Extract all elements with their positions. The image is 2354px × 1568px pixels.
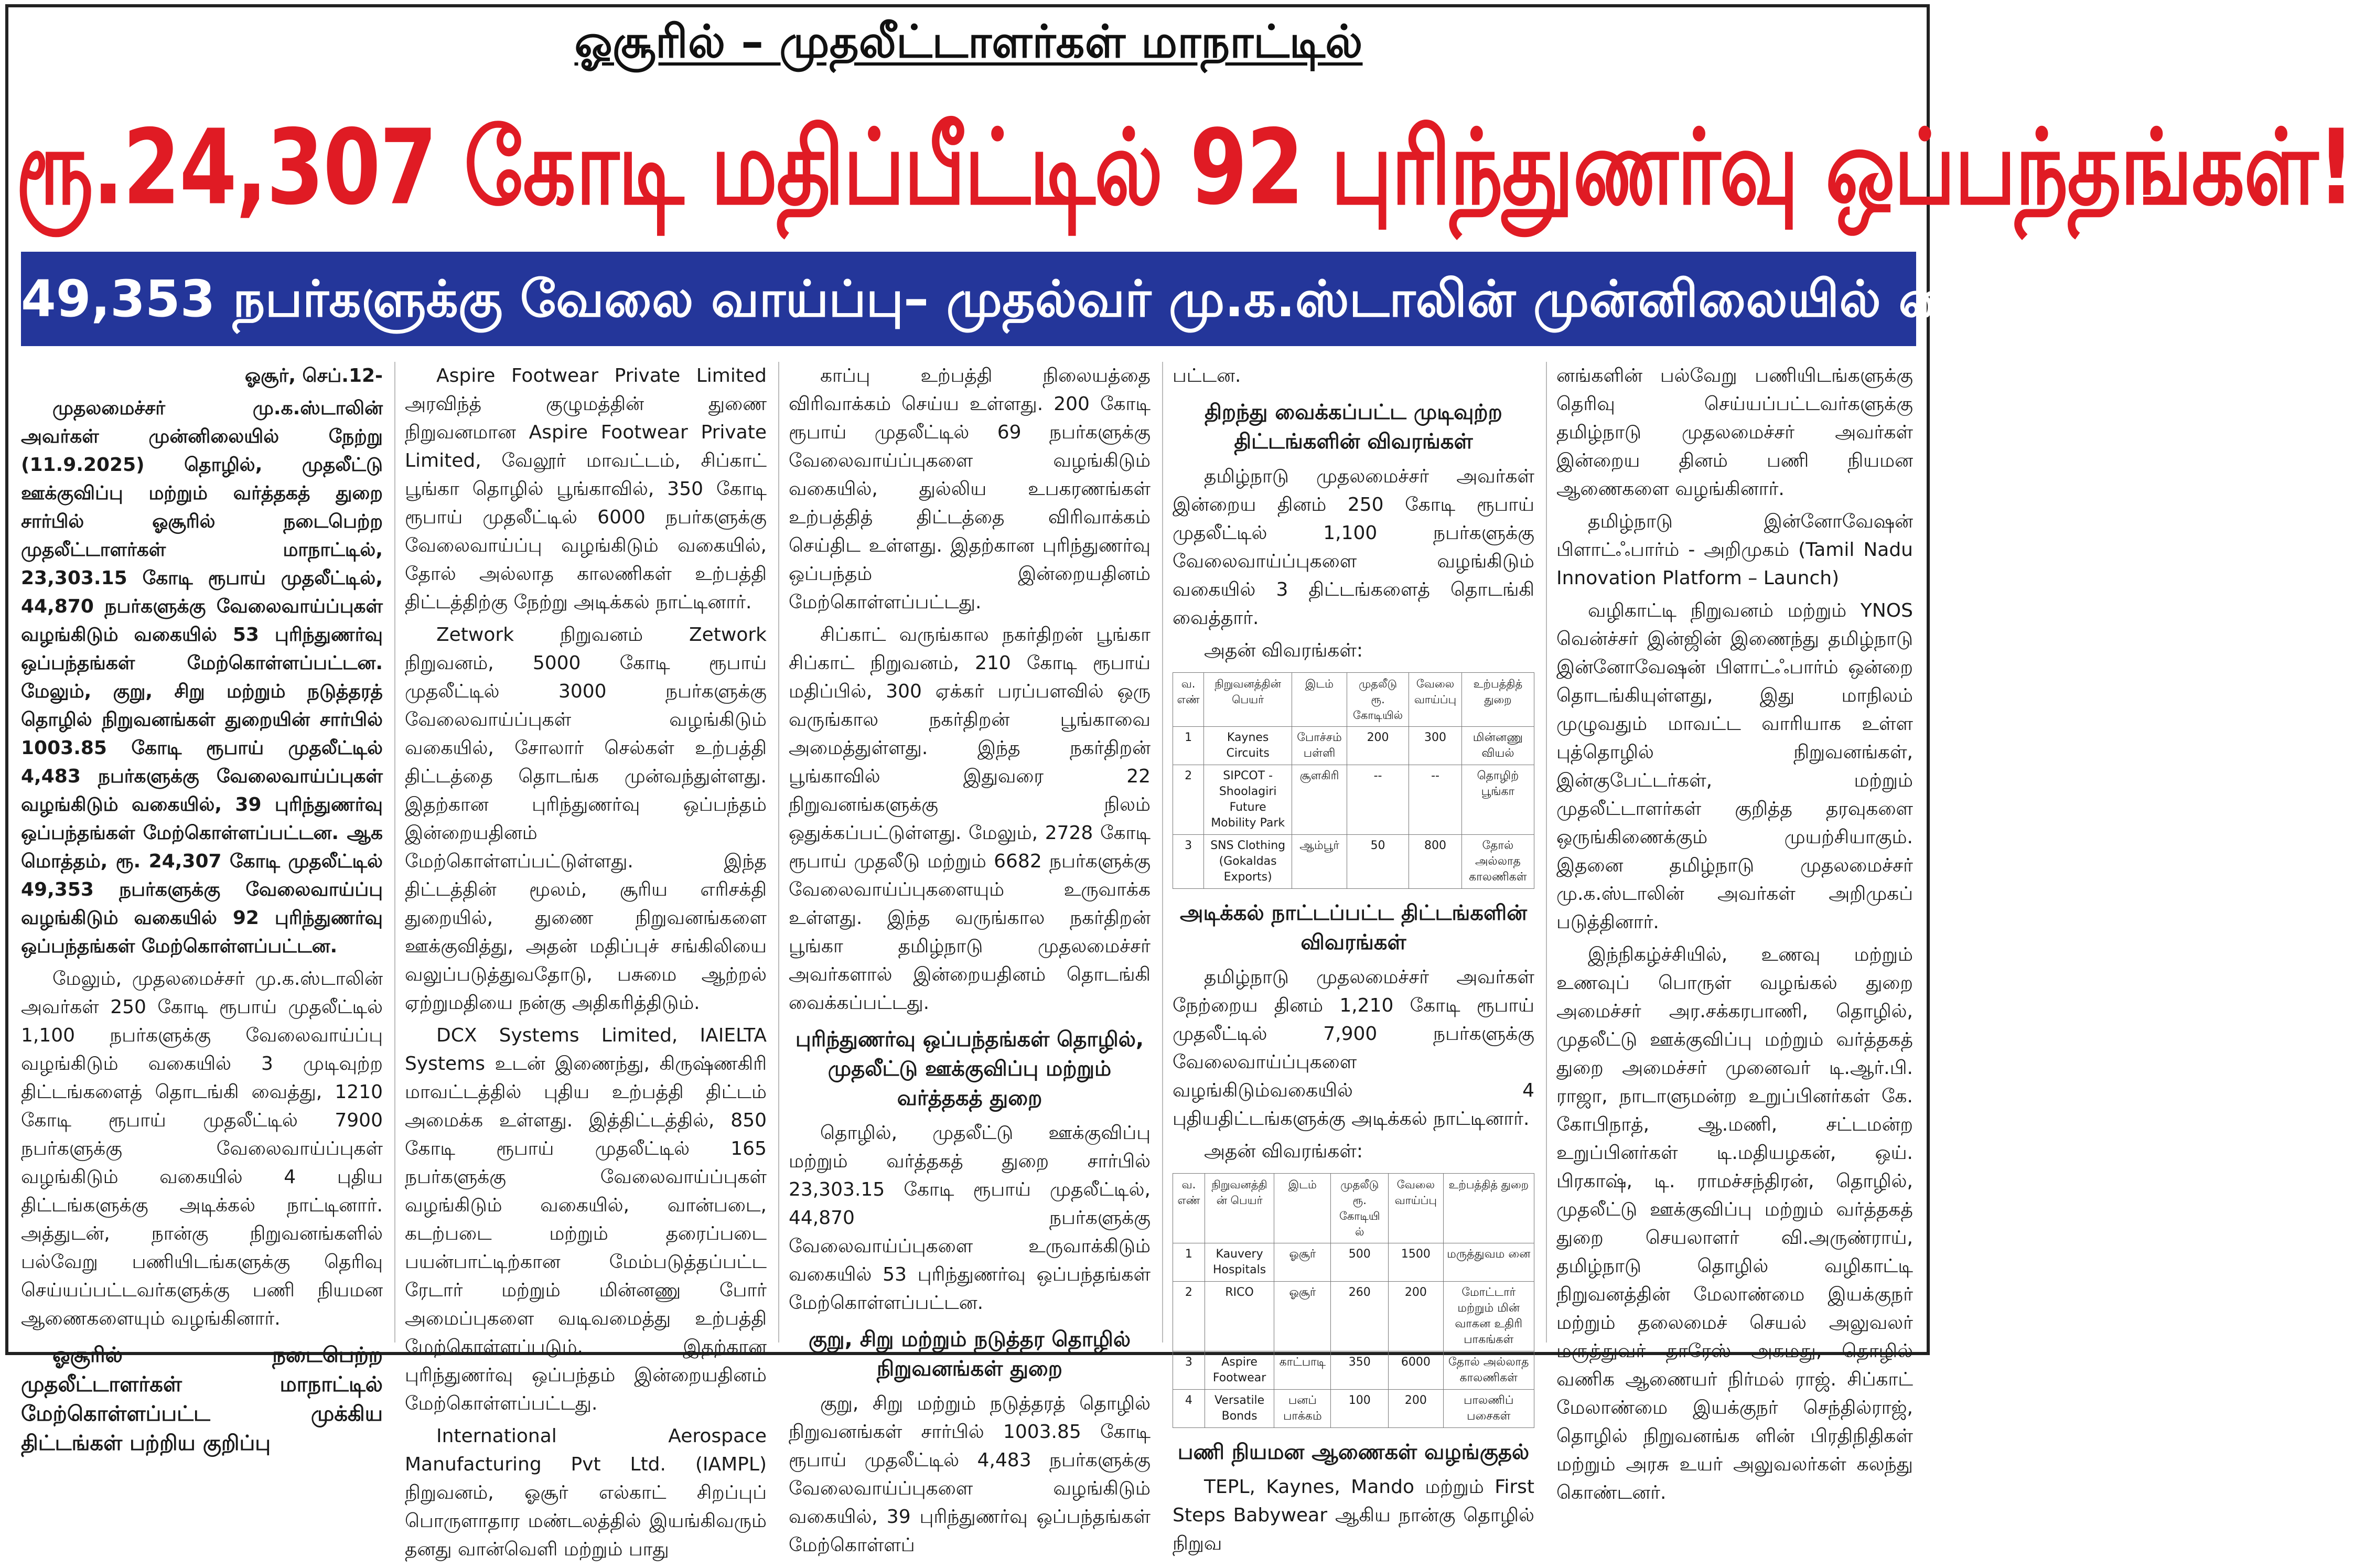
- table-cell: 2: [1173, 1282, 1205, 1351]
- table-cell: ஓசூர்: [1274, 1243, 1331, 1282]
- header-cell: வேலை வாய்ப்பு: [1389, 1174, 1443, 1243]
- table-cell: 1500: [1389, 1243, 1443, 1282]
- paragraph: Zetwork நிறுவனம் Zetwork நிறுவனம், 5000 கோடி ரூபாய் முதலீட்டில் 3000 நபர்களுக்கு வேலைவாய்ப்புகள் வழங்கிடும் வகையில், சோலார் செல்கள் உற்பத்தி திட்டத்தை தொடங்க முன்வந்துள்ளது. இதற்கான புரிந்துணர்வு ஒப்பந்தம் இன்றையதினம் மேற்கொள்ளப்பட்டுள்ளது. இந்த திட்டத்தின் மூலம், சூரிய எரிசக்தி துறையில், துணை நிறுவனங்களை ஊக்குவித்து, அதன் மதிப்புச் சங்கிலியை வலுப்படுத்துவதோடு, பசுமை ஆற்றல் ஏற்றுமதியை நன்கு அதிகரித்திடும்.: [405, 624, 767, 1014]
- table-cell: 800: [1409, 835, 1462, 889]
- table-row: [1173, 765, 1534, 835]
- table-header-row: [1173, 1174, 1534, 1243]
- table-cell: காட்பாடி: [1274, 1351, 1331, 1390]
- table-row: [1173, 727, 1534, 765]
- table-row: [1173, 835, 1534, 889]
- header-cell: இடம்: [1292, 673, 1347, 727]
- paragraph: DCX Systems Limited, IAIELTA Systems உடன் இணைந்து, கிருஷ்ணகிரி மாவட்டத்தில் புதிய உற்பத்தி திட்டம் அமைக்க உள்ளது. இத்திட்டத்தில், 850 கோடி ரூபாய் முதலீட்டில் 165 நபர்களுக்கு வேலைவாய்ப்புகள் வழங்கிடும் வகையில், வான்படை, கடற்படை மற்றும் தரைப்படை பயன்பாட்டிற்கான மேம்படுத்தப்பட்ட ரேடார் மற்றும் மின்னணு போர் அமைப்புகளை வடிவமைத்து உற்பத்தி மேற்கொள்ளப்படும். இதற்கான புரிந்துணர்வு ஒப்பந்தம் இன்றையதினம் மேற்கொள்ளப்பட்டது.: [405, 1025, 767, 1414]
- paragraph: குறு, சிறு மற்றும் நடுத்தரத் தொழில் நிறுவனங்கள் சார்பில் 1003.85 கோடி ரூபாய் முதலீட்டில் 4,483 நபர்களுக்கு வேலைவாய்ப்புகளை வழங்கிடும் வகையில், 39 புரிந்துணர்வு ஒப்பந்தங்கள் மேற்கொள்ளப்: [789, 1393, 1151, 1556]
- table-cell: போச்சம் பள்ளி: [1292, 727, 1347, 765]
- column-1: [21, 362, 383, 1464]
- table-cell: மருத்துவம னை: [1443, 1243, 1534, 1282]
- completed-projects-table: [1173, 672, 1534, 889]
- table-cell: 200: [1347, 727, 1409, 765]
- table-cell: 2: [1173, 765, 1204, 835]
- table-caption: அதன் விவரங்கள்:: [1204, 640, 1363, 661]
- table-cell: 4: [1173, 1390, 1205, 1428]
- table-cell: Kauvery Hospitals: [1205, 1243, 1274, 1282]
- column-divider: [778, 362, 779, 1343]
- table-cell: ஓசூர்: [1274, 1282, 1331, 1351]
- header-cell: வ. எண்: [1173, 673, 1204, 727]
- section-heading: அடிக்கல் நாட்டப்பட்ட திட்டங்களின் விவரங்கள்: [1179, 901, 1528, 954]
- table-cell: 3: [1173, 835, 1204, 889]
- paragraph: தமிழ்நாடு இன்னோவேஷன் பிளாட்ஃபார்ம் - அறிமுகம் (Tamil Nadu Innovation Platform – Launch): [1556, 511, 1913, 589]
- paragraph: தமிழ்நாடு முதலமைச்சர் அவர்கள் நேற்றைய தினம் 1,210 கோடி ரூபாய் முதலீட்டில் 7,900 நபர்களுக்கு வேலைவாய்ப்புகளை வழங்கிடும்வகையில் 4 புதியதிட்டங்களுக்கு அடிக்கல் நாட்டினார்.: [1173, 966, 1534, 1130]
- table-cell: ஆம்பூர்: [1292, 835, 1347, 889]
- table-cell: பனப் பாக்கம்: [1274, 1390, 1331, 1428]
- table-cell: Kaynes Circuits: [1204, 727, 1292, 765]
- table-row: [1173, 1282, 1534, 1351]
- column-3: [789, 362, 1151, 1564]
- table-cell: 500: [1331, 1243, 1389, 1282]
- table-cell: 350: [1331, 1351, 1389, 1390]
- column-5: [1556, 362, 1913, 1511]
- column-divider: [1162, 362, 1163, 1343]
- foundation-projects-table: [1173, 1173, 1534, 1428]
- header-cell: வ. எண்: [1173, 1174, 1205, 1243]
- table-cell: RICO: [1205, 1282, 1274, 1351]
- table-cell: SNS Clothing (Gokaldas Exports): [1204, 835, 1292, 889]
- section-heading: குறு, சிறு மற்றும் நடுத்தர தொழில் நிறுவனங்கள் துறை: [808, 1327, 1131, 1381]
- header-cell: உற்பத்தித் துறை: [1461, 673, 1534, 727]
- table-cell: 100: [1331, 1390, 1389, 1428]
- paragraph: மேலும், முதலமைச்சர் மு.க.ஸ்டாலின் அவர்கள் 250 கோடி ரூபாய் முதலீட்டில் 1,100 நபர்களுக்கு வேலைவாய்ப்பு வழங்கிடும் வகையில் 3 முடிவுற்ற திட்டங்களைத் தொடங்கி வைத்து, 1210 கோடி ரூபாய் முதலீட்டில் 7900 நபர்களுக்கு வேலைவாய்ப்புகள் வழங்கிடும் வகையில் 4 புதிய திட்டங்களுக்கு அடிக்கல் நாட்டினார். அத்துடன், நான்கு நிறுவனங்களில் பல்வேறு பணியிடங்களுக்கு தெரிவு செய்யப்பட்டவர்களுக்கு பணி நியமன ஆணைகளையும் வழங்கினார்.: [21, 968, 383, 1329]
- table-cell: பாலணிப் பசைகள்: [1443, 1390, 1534, 1428]
- table-cell: மோட்டார் மற்றும் மின் வாகன உதிரி பாகங்கள்: [1443, 1282, 1534, 1351]
- table-cell: 1: [1173, 1243, 1205, 1282]
- table-cell: 50: [1347, 835, 1409, 889]
- lead-paragraph: முதலமைச்சர் மு.க.ஸ்டாலின் அவர்கள் முன்னிலையில் நேற்று (11.9.2025) தொழில், முதலீட்டு ஊக்குவிப்பு மற்றும் வர்த்தகத் துறை சார்பில் ஓசூரில் நடைபெற்ற முதலீட்டாளர்கள் மாநாட்டில், 23,303.15 கோடி ரூபாய் முதலீட்டில், 44,870 நபர்களுக்கு வேலைவாய்ப்புகள் வழங்கிடும் வகையில் 53 புரிந்துணர்வு ஒப்பந்தங்கள் மேற்கொள்ளப்பட்டன. மேலும், குறு, சிறு மற்றும் நடுத்தரத் தொழில் நிறுவனங்கள் துறையின் சார்பில் 1003.85 கோடி ரூபாய் முதலீட்டில் 4,483 நபர்களுக்கு வேலைவாய்ப்புகள் வழங்கிடும் வகையில், 39 புரிந்துணர்வு ஒப்பந்தங்கள் மேற்கொள்ளப்பட்டன. ஆக மொத்தம், ரூ. 24,307 கோடி முதலீட்டில் 49,353 நபர்களுக்கு வேலைவாய்ப்பு வழங்கிடும் வகையில் 92 புரிந்துணர்வு ஒப்பந்தங்கள் மேற்கொள்ளப்பட்டன.: [21, 398, 383, 957]
- table-row: [1173, 1243, 1534, 1282]
- table-cell: 6000: [1389, 1351, 1443, 1390]
- table-cell: 1: [1173, 727, 1204, 765]
- paragraph: சிப்காட் வருங்கால நகர்திறன் பூங்கா சிப்காட் நிறுவனம், 210 கோடி ரூபாய் மதிப்பில், 300 ஏக்கர் பரப்பளவில் ஒரு வருங்கால நகர்திறன் பூங்காவை அமைத்துள்ளது. இந்த நகர்திறன் பூங்காவில் இதுவரை 22 நிறுவனங்களுக்கு நிலம் ஒதுக்கப்பட்டுள்ளது. மேலும், 2728 கோடி ரூபாய் முதலீடு மற்றும் 6682 நபர்களுக்கு வேலைவாய்ப்புகளையும் உருவாக்க உள்ளது. இந்த வருங்கால நகர்திறன் பூங்கா தமிழ்நாடு முதலமைச்சர் அவர்களால் இன்றையதினம் தொடங்கி வைக்கப்பட்டது.: [789, 624, 1151, 1014]
- table-cell: Versatile Bonds: [1205, 1390, 1274, 1428]
- section-heading: புரிந்துணர்வு ஒப்பந்தங்கள் தொழில், முதலீட்டு ஊக்குவிப்பு மற்றும் வர்த்தகத் துறை: [795, 1027, 1144, 1110]
- table-cell: தோல் அல்லாத காலணிகள்: [1461, 835, 1534, 889]
- table-caption: அதன் விவரங்கள்:: [1204, 1141, 1363, 1162]
- table-header-row: [1173, 673, 1534, 727]
- table-cell: 260: [1331, 1282, 1389, 1351]
- paragraph: TEPL, Kaynes, Mando மற்றும் First Steps Babywear ஆகிய நான்கு தொழில் நிறுவ: [1173, 1476, 1534, 1554]
- header-cell: நிறுவனத்தின் பெயர்: [1204, 673, 1292, 727]
- section-heading: பணி நியமன ஆணைகள் வழங்குதல்: [1177, 1440, 1530, 1464]
- paragraph: தமிழ்நாடு முதலமைச்சர் அவர்கள் இன்றைய தினம் 250 கோடி ரூபாய் முதலீட்டில் 1,100 நபர்களுக்கு வேலைவாய்ப்புகளை வழங்கிடும் வகையில் 3 திட்டங்களைத் தொடங்கி வைத்தார்.: [1173, 466, 1534, 629]
- table-cell: 3: [1173, 1351, 1205, 1390]
- paragraph: Aspire Footwear Private Limited அரவிந்த் குழுமத்தின் துணை நிறுவனமான Aspire Footwear Private Limited, வேலூர் மாவட்டம், சிப்காட் பூங்கா தொழில் பூங்காவில், 350 கோடி ரூபாய் முதலீட்டில் 6000 நபர்களுக்கு வேலைவாய்ப்பு வழங்கிடும் வகையில், தோல் அல்லாத காலணிகள் உற்பத்தி திட்டத்திற்கு நேற்று அடிக்கல் நாட்டினார்.: [405, 365, 767, 613]
- header-cell: முதலீடு ரூ. கோடியில்: [1347, 673, 1409, 727]
- table-cell: 200: [1389, 1390, 1443, 1428]
- table-cell: 200: [1389, 1282, 1443, 1351]
- paragraph: International Aerospace Manufacturing Pvt Ltd. (IAMPL) நிறுவனம், ஓசூர் எல்காட் சிறப்புப் பொருளாதார மண்டலத்தில் இயங்கிவரும் தனது வான்வெளி மற்றும் பாது: [405, 1425, 767, 1560]
- table-cell: தோல் அல்லாத காலணிகள்: [1443, 1351, 1534, 1390]
- column-4: [1173, 362, 1534, 1562]
- table-cell: மின்னணு வியல்: [1461, 727, 1534, 765]
- paragraph: தொழில், முதலீட்டு ஊக்குவிப்பு மற்றும் வர்த்தகத் துறை சார்பில் 23,303.15 கோடி ரூபாய் முதலீட்டில், 44,870 நபர்களுக்கு வேலைவாய்ப்புகளை உருவாக்கிடும் வகையில் 53 புரிந்துணர்வு ஒப்பந்தங்கள் மேற்கொள்ளப்பட்டன.: [789, 1122, 1151, 1314]
- paragraph: னங்களின் பல்வேறு பணியிடங்களுக்கு தெரிவு செய்யப்பட்டவர்களுக்கு தமிழ்நாடு முதலமைச்சர் அவர்கள் இன்றைய தினம் பணி நியமன ஆணைகளை வழங்கினார்.: [1556, 365, 1913, 500]
- table-cell: --: [1409, 765, 1462, 835]
- table-cell: SIPCOT - Shoolagiri Future Mobility Park: [1204, 765, 1292, 835]
- paragraph: வழிகாட்டி நிறுவனம் மற்றும் YNOS வென்ச்சர் இன்ஜின் இணைந்து தமிழ்நாடு இன்னோவேஷன் பிளாட்ஃபார்ம் ஒன்றை தொடங்கியுள்ளது, இது மாநிலம் முழுவதும் மாவட்ட வாரியாக உள்ள புத்தொழில் நிறுவனங்கள், இன்குபேட்டர்கள், மற்றும் முதலீட்டாளர்கள் குறித்த தரவுகளை ஒருங்கிணைக்கும் முயற்சியாகும். இதனை தமிழ்நாடு முதலமைச்சர் மு.க.ஸ்டாலின் அவர்கள் அறிமுகப் படுத்தினார்.: [1556, 600, 1913, 933]
- kicker-heading: ஓசூரில் – முதலீட்டாளர்கள் மாநாட்டில்: [574, 16, 1363, 68]
- table-cell: 300: [1409, 727, 1462, 765]
- table-cell: சூளகிரி: [1292, 765, 1347, 835]
- main-headline: ரூ.24,307 கோடி மதிப்பீட்டில் 92 புரிந்துணர்வு ஒப்பந்தங்கள்!: [16, 108, 2354, 228]
- subheadline-banner: 49,353 நபர்களுக்கு வேலை வாய்ப்பு– முதல்வர் மு.க.ஸ்டாலின் முன்னிலையில் கையெழுத்து!: [21, 252, 1916, 346]
- header-cell: உற்பத்தித் துறை: [1443, 1174, 1534, 1243]
- table-cell: --: [1347, 765, 1409, 835]
- header-cell: இடம்: [1274, 1174, 1331, 1243]
- section-heading: ஓசூரில் நடைபெற்ற முதலீட்டாளர்கள் மாநாட்டில் மேற்கொள்ளப்பட்ட முக்கிய திட்டங்கள் பற்றிய குறிப்பு: [21, 1343, 383, 1455]
- column-divider: [394, 362, 395, 1343]
- header-cell: நிறுவனத்தி ன் பெயர்: [1205, 1174, 1274, 1243]
- column-divider: [1546, 362, 1547, 1343]
- table-row: [1173, 1351, 1534, 1390]
- paragraph: இந்நிகழ்ச்சியில், உணவு மற்றும் உணவுப் பொருள் வழங்கல் துறை அமைச்சர் அர.சக்கரபாணி, தொழில், முதலீட்டு ஊக்குவிப்பு மற்றும் வர்த்தகத் துறை அமைச்சர் முனைவர் டி.ஆர்.பி. ராஜா, நாடாளுமன்ற உறுப்பினர்கள் கே. கோபிநாத், ஆ.மணி, சட்டமன்ற உறுப்பினர்கள் டி.மதியழகன், ஒய். பிரகாஷ், டி. ராமச்சந்திரன், தொழில், முதலீட்டு ஊக்குவிப்பு மற்றும் வர்த்தகத் துறை செயலாளர் வி.அருண்ராய், தமிழ்நாடு தொழில் வழிகாட்டி நிறுவனத்தின் மேலாண்மை இயக்குநர் மற்றும் தலைமைச் செயல் அலுவலர் மருத்துவர் தாரேஸ் அகமது, தொழில் வணிக ஆணையர் நிர்மல் ராஜ். சிப்காட் மேலாண்மை இயக்குநர் செந்தில்ராஜ், தொழில் நிறுவனங்க ளின் பிரதிநிதிகள் மற்றும் அரசு உயர் அலுவலர்கள் கலந்து கொண்டனர்.: [1556, 944, 1913, 1503]
- dateline: ஓசூர், செப்.12-: [244, 365, 383, 386]
- table-cell: தொழிற் பூங்கா: [1461, 765, 1534, 835]
- paragraph: காப்பு உற்பத்தி நிலையத்தை விரிவாக்கம் செய்ய உள்ளது. 200 கோடி ரூபாய் முதலீட்டில் 69 நபர்களுக்கு வேலைவாய்ப்புகளை வழங்கிடும் வகையில், துல்லிய உபகரணங்கள் உற்பத்தித் திட்டத்தை விரிவாக்கம் செய்திட உள்ளது. இதற்கான புரிந்துணர்வு ஒப்பந்தம் இன்றையதினம் மேற்கொள்ளப்பட்டது.: [789, 365, 1151, 613]
- table-row: [1173, 1390, 1534, 1428]
- paragraph: பட்டன.: [1173, 365, 1241, 386]
- section-heading: திறந்து வைக்கப்பட்ட முடிவுற்ற திட்டங்களின் விவரங்கள்: [1205, 400, 1502, 454]
- header-cell: முதலீடு ரூ. கோடியி ல்: [1331, 1174, 1389, 1243]
- header-cell: வேலை வாய்ப்பு: [1409, 673, 1462, 727]
- column-2: [405, 362, 767, 1568]
- table-cell: Aspire Footwear: [1205, 1351, 1274, 1390]
